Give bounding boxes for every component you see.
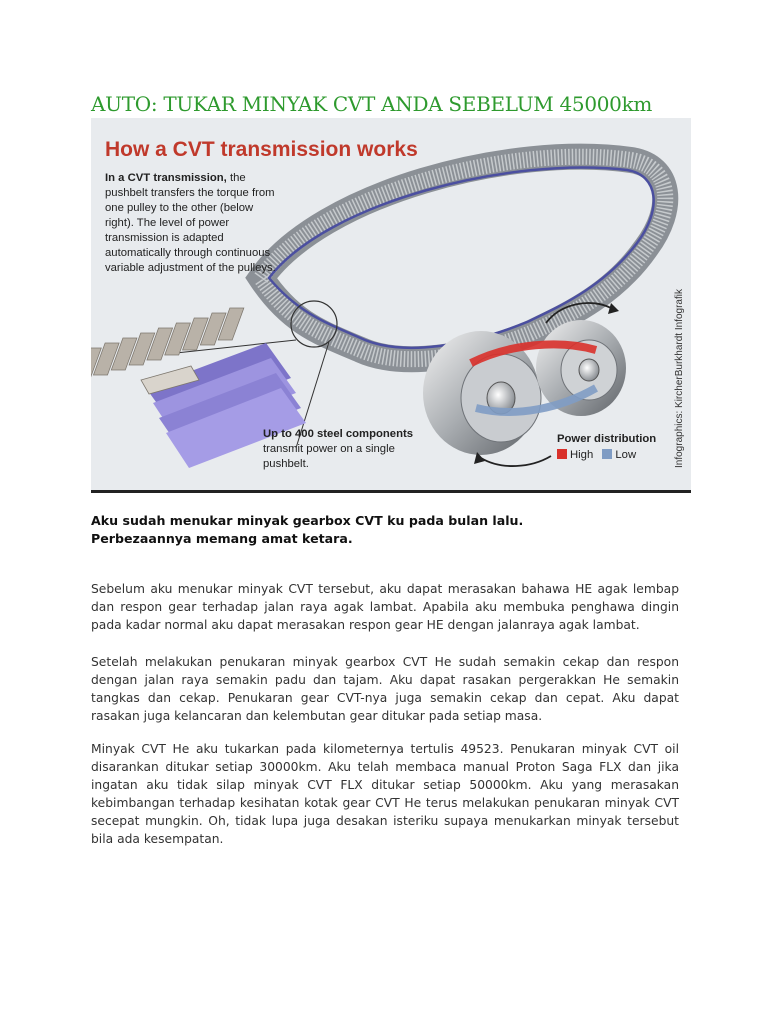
paragraph-3: Minyak CVT He aku tukarkan pada kilometernya tertulis 49523. Penukaran minyak CVT oil disarankan ditukar setiap 30000km. Aku telah membaca manual Proton Saga FLX dan jika ingatan aku tidak silap minyak CVT FLX ditukar setiap 50000km. Aku yang merasakan kebimbangan terhadap kesihatan kotak gear CVT He terus melakukan penukaran minyak CVT secepat mungkin. Oh, tidak lupa juga desakan isteriku supaya menukarkan minyak tersebut bila ada kesempatan. xyxy=(91,742,679,846)
cvt-infographic xyxy=(91,118,691,493)
lead-line-1: Aku sudah menukar minyak gearbox CVT ku pada bulan lalu. xyxy=(91,513,524,528)
legend-low-label: Low xyxy=(615,449,637,461)
caption-text: the pushbelt transfers the torque from one pulley to the other (below right). The level of power transmission is adapted automatically through continuous variable adjustment of the pulleys. xyxy=(105,172,276,274)
note-text: transmit power on a single pushbelt. xyxy=(263,443,395,470)
high-swatch xyxy=(557,449,567,459)
legend-high xyxy=(557,449,593,461)
low-swatch xyxy=(602,449,612,459)
article-title: AUTO: TUKAR MINYAK CVT ANDA SEBELUM 45000km xyxy=(91,92,653,116)
infographic-caption xyxy=(105,171,285,276)
note-bold: Up to 400 steel components xyxy=(263,428,414,440)
legend-low xyxy=(602,449,636,461)
paragraph-1: Sebelum aku menukar minyak CVT tersebut, aku dapat merasakan bahawa HE agak lembap dan respon gear terhadap jalan raya agak lambat. Apabila aku membuka penghawa dingin pada kadar normal aku dapat merasakan respon gear HE dengan jalanraya agak lambat. xyxy=(91,582,679,632)
legend-high-label: High xyxy=(570,449,594,461)
infographic-credit: Infographics: KircherBurkhardt Infografik xyxy=(674,289,685,468)
lead-line-2: Perbezaannya memang amat ketara. xyxy=(91,531,353,546)
steel-components-note xyxy=(263,427,438,472)
legend-title: Power distribution xyxy=(557,433,657,445)
paragraph-2: Setelah melakukan penukaran minyak gearbox CVT He sudah semakin cekap dan respon dengan jalan raya semakin padu dan tajam. Aku dapat rasakan pergerakkan He semakin tangkas dan cekap. Penukaran gear CVT-nya juga semakin cekap dan cepat. Aku dapat rasakan juga kelancaran dan kelembutan gear ditukar pada setiap masa. xyxy=(91,655,679,723)
pulley-small xyxy=(536,320,626,416)
caption-bold: In a CVT transmission, xyxy=(105,172,227,184)
power-distribution-legend xyxy=(557,433,656,461)
lead-text xyxy=(91,512,691,548)
infographic-heading: How a CVT transmission works xyxy=(105,138,418,161)
